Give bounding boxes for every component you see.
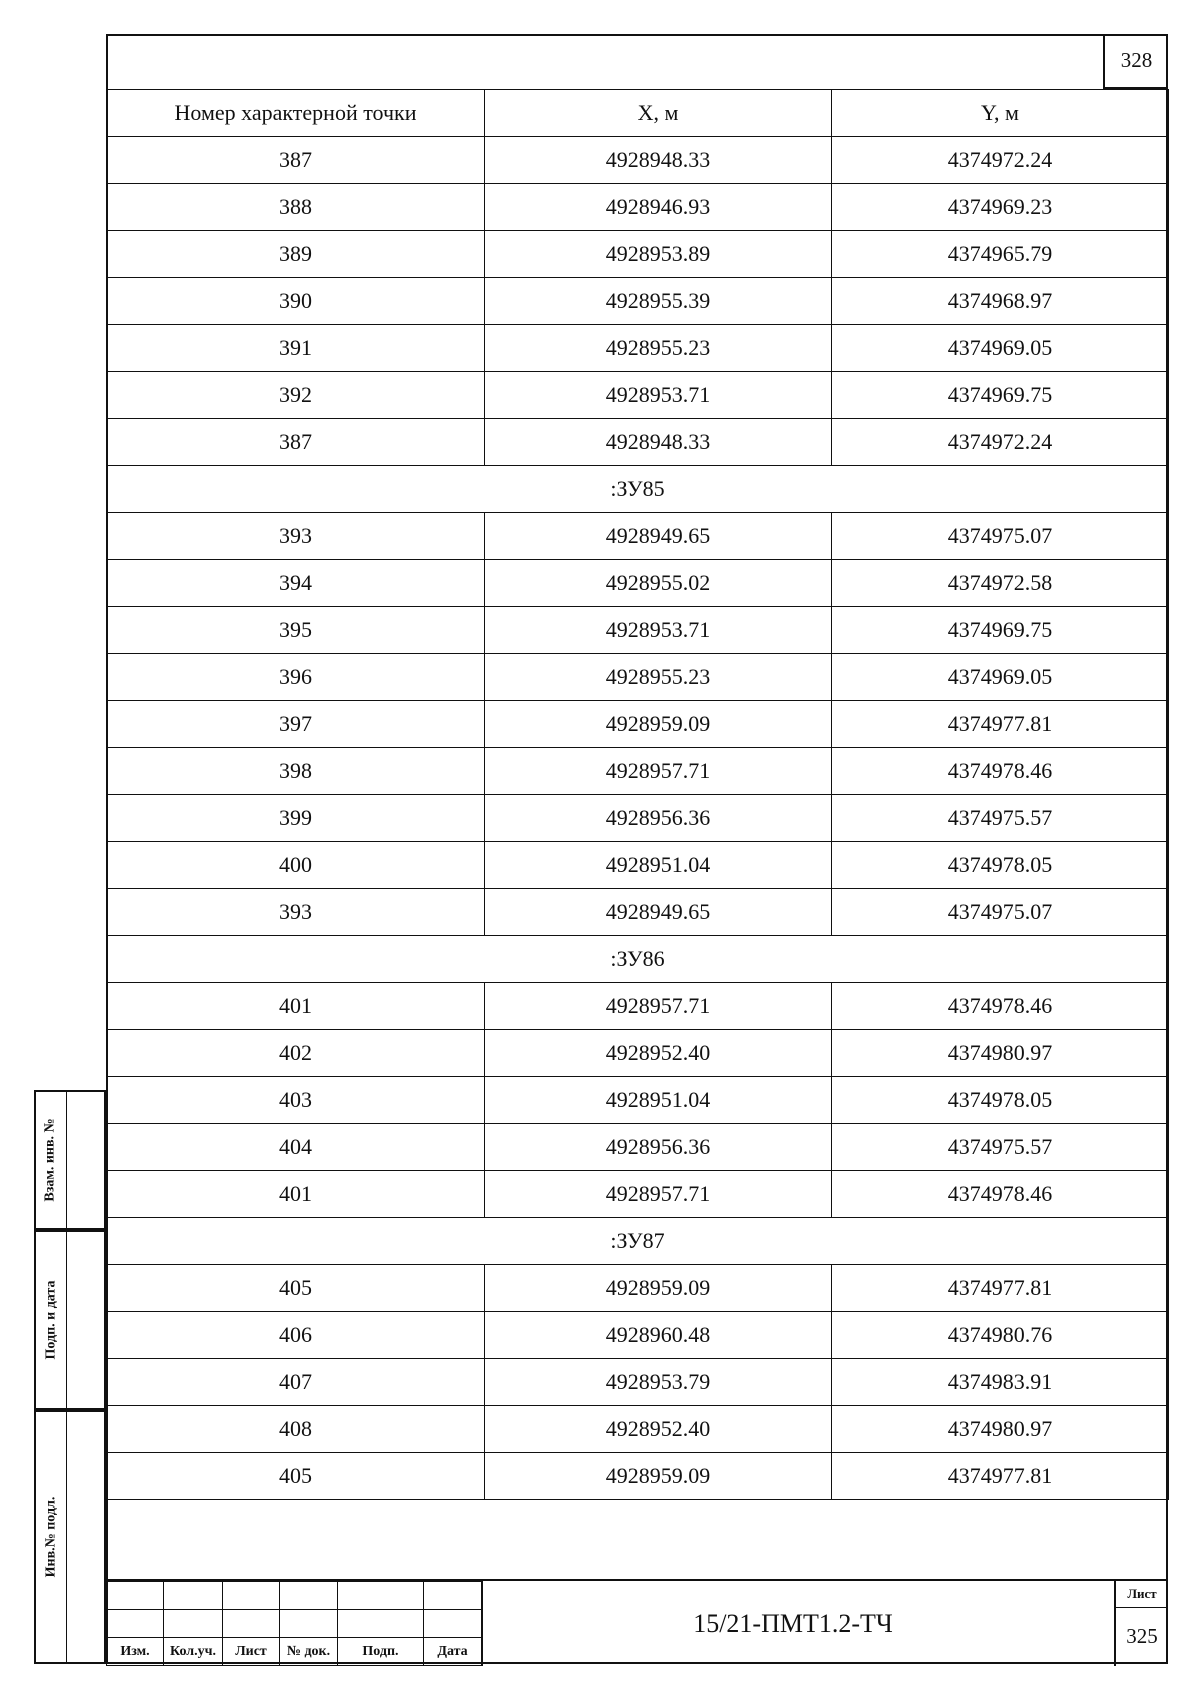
cell-y: 4374975.07 (832, 513, 1169, 560)
sheet-number: 325 (1126, 1624, 1158, 1648)
table-row (107, 231, 1169, 278)
cell-x: 4928946.93 (485, 184, 832, 231)
cell-x: 4928957.71 (485, 1171, 832, 1218)
cell-x: 4928959.09 (485, 701, 832, 748)
cell-y: 4374980.97 (832, 1030, 1169, 1077)
table-row (107, 983, 1169, 1030)
cell-point-number: 401 (107, 1171, 485, 1218)
table-row (107, 137, 1169, 184)
cell-y: 4374969.75 (832, 607, 1169, 654)
cell-y: 4374975.57 (832, 795, 1169, 842)
cell-y: 4374975.57 (832, 1124, 1169, 1171)
cell-y: 4374975.07 (832, 889, 1169, 936)
cell-y: 4374969.23 (832, 184, 1169, 231)
table-row (107, 889, 1169, 936)
side-label-vzam: Взам. инв. № (43, 1118, 59, 1202)
cell-x: 4928953.71 (485, 607, 832, 654)
header-x: X, м (485, 90, 832, 137)
section-label: :ЗУ87 (107, 1218, 1169, 1265)
cell-y: 4374978.05 (832, 842, 1169, 889)
cell-x: 4928953.89 (485, 231, 832, 278)
table-row (107, 701, 1169, 748)
header-y: Y, м (832, 90, 1169, 137)
table-header-row (107, 90, 1169, 137)
cell-y: 4374972.58 (832, 560, 1169, 607)
table-row (107, 607, 1169, 654)
cell-point-number: 400 (107, 842, 485, 889)
stamp-list: Лист (223, 1638, 280, 1666)
cell-x: 4928949.65 (485, 513, 832, 560)
cell-point-number: 394 (107, 560, 485, 607)
cell-y: 4374977.81 (832, 1265, 1169, 1312)
cell-point-number: 407 (107, 1359, 485, 1406)
sheet-label: Лист (1116, 1581, 1168, 1608)
cell-y: 4374978.46 (832, 1171, 1169, 1218)
cell-point-number: 396 (107, 654, 485, 701)
cell-y: 4374969.05 (832, 654, 1169, 701)
table-row (107, 184, 1169, 231)
sheet-box (1114, 1581, 1168, 1666)
table-row (107, 1359, 1169, 1406)
cell-point-number: 395 (107, 607, 485, 654)
cell-y: 4374968.97 (832, 278, 1169, 325)
cell-y: 4374980.97 (832, 1406, 1169, 1453)
stamp-labels-row (107, 1638, 482, 1666)
cell-x: 4928948.33 (485, 137, 832, 184)
stamp-kol-uch: Кол.уч. (164, 1638, 223, 1666)
stamp-podp: Подп. (338, 1638, 424, 1666)
table-row (107, 795, 1169, 842)
cell-x: 4928951.04 (485, 842, 832, 889)
table-row (107, 1406, 1169, 1453)
cell-x: 4928952.40 (485, 1406, 832, 1453)
cell-point-number: 388 (107, 184, 485, 231)
table-row (107, 1124, 1169, 1171)
page-number: 328 (1103, 34, 1168, 89)
coordinates-table (106, 89, 1169, 1500)
cell-x: 4928957.71 (485, 983, 832, 1030)
stamp-grid (106, 1581, 482, 1666)
cell-x: 4928955.23 (485, 654, 832, 701)
section-row (107, 1218, 1169, 1265)
cell-point-number: 408 (107, 1406, 485, 1453)
cell-x: 4928953.71 (485, 372, 832, 419)
cell-x: 4928948.33 (485, 419, 832, 466)
table-body (107, 137, 1169, 1500)
cell-x: 4928956.36 (485, 795, 832, 842)
cell-x: 4928955.39 (485, 278, 832, 325)
table-row (107, 419, 1169, 466)
cell-y: 4374978.46 (832, 748, 1169, 795)
stamp-doc-no: № док. (280, 1638, 338, 1666)
cell-x: 4928949.65 (485, 889, 832, 936)
cell-x: 4928953.79 (485, 1359, 832, 1406)
cell-y: 4374969.05 (832, 325, 1169, 372)
table-row (107, 842, 1169, 889)
cell-point-number: 393 (107, 513, 485, 560)
cell-point-number: 393 (107, 889, 485, 936)
cell-point-number: 399 (107, 795, 485, 842)
table-row (107, 560, 1169, 607)
cell-y: 4374977.81 (832, 701, 1169, 748)
side-label-inv: Инв.№ подл. (43, 1496, 58, 1578)
cell-x: 4928952.40 (485, 1030, 832, 1077)
cell-point-number: 397 (107, 701, 485, 748)
cell-point-number: 387 (107, 419, 485, 466)
table-row (107, 1453, 1169, 1500)
table-row (107, 1171, 1169, 1218)
table-row (107, 1030, 1169, 1077)
title-block (106, 1579, 1168, 1666)
cell-point-number: 403 (107, 1077, 485, 1124)
table-row (107, 513, 1169, 560)
section-label: :ЗУ85 (107, 466, 1169, 513)
cell-x: 4928959.09 (485, 1453, 832, 1500)
table-row (107, 748, 1169, 795)
cell-y: 4374978.46 (832, 983, 1169, 1030)
cell-y: 4374977.81 (832, 1453, 1169, 1500)
cell-y: 4374972.24 (832, 419, 1169, 466)
cell-point-number: 391 (107, 325, 485, 372)
stamp-izm: Изм. (107, 1638, 164, 1666)
cell-y: 4374965.79 (832, 231, 1169, 278)
stamp-data: Дата (424, 1638, 482, 1666)
cell-point-number: 406 (107, 1312, 485, 1359)
cell-x: 4928960.48 (485, 1312, 832, 1359)
cell-point-number: 401 (107, 983, 485, 1030)
header-point-number: Номер характерной точки (107, 90, 485, 137)
side-box-inv (34, 1410, 106, 1664)
table-row (107, 372, 1169, 419)
cell-point-number: 389 (107, 231, 485, 278)
section-row (107, 466, 1169, 513)
cell-x: 4928955.23 (485, 325, 832, 372)
side-box-vzam (34, 1090, 106, 1230)
cell-x: 4928959.09 (485, 1265, 832, 1312)
section-row (107, 936, 1169, 983)
side-label-podp: Подп. и дата (43, 1280, 58, 1360)
cell-point-number: 398 (107, 748, 485, 795)
table-row (107, 1077, 1169, 1124)
cell-point-number: 392 (107, 372, 485, 419)
cell-x: 4928955.02 (485, 560, 832, 607)
section-label: :ЗУ86 (107, 936, 1169, 983)
cell-point-number: 402 (107, 1030, 485, 1077)
cell-y: 4374978.05 (832, 1077, 1169, 1124)
cell-y: 4374980.76 (832, 1312, 1169, 1359)
table-row (107, 325, 1169, 372)
cell-y: 4374969.75 (832, 372, 1169, 419)
table-row (107, 278, 1169, 325)
cell-x: 4928956.36 (485, 1124, 832, 1171)
document-code: 15/21-ПМТ1.2-ТЧ (481, 1581, 1103, 1666)
side-box-podp (34, 1230, 106, 1410)
cell-point-number: 387 (107, 137, 485, 184)
cell-point-number: 404 (107, 1124, 485, 1171)
cell-x: 4928957.71 (485, 748, 832, 795)
cell-point-number: 390 (107, 278, 485, 325)
table-row (107, 1265, 1169, 1312)
cell-x: 4928951.04 (485, 1077, 832, 1124)
cell-point-number: 405 (107, 1265, 485, 1312)
cell-y: 4374983.91 (832, 1359, 1169, 1406)
cell-y: 4374972.24 (832, 137, 1169, 184)
cell-point-number: 405 (107, 1453, 485, 1500)
table-row (107, 1312, 1169, 1359)
table-row (107, 654, 1169, 701)
